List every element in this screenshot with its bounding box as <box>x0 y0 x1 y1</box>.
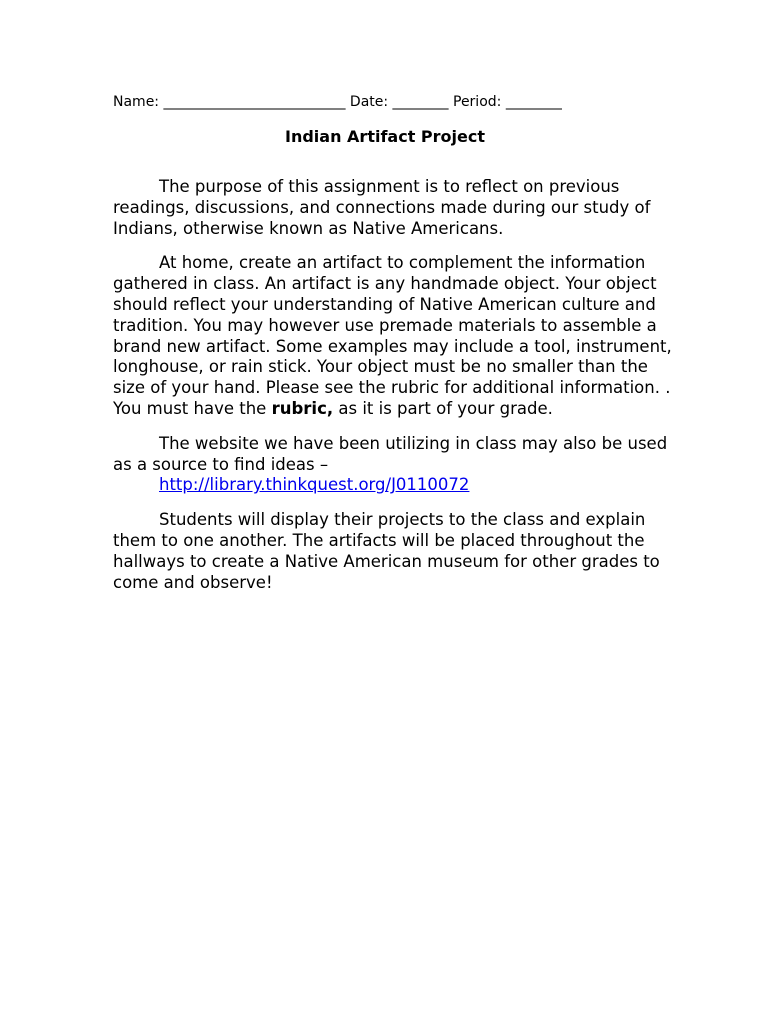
display-paragraph: Students will display their projects to the class and explain them to one another. The artifacts will be placed throughout the hallways to create a Native American museum for other grades to come and observe! <box>113 510 660 592</box>
website-paragraph <box>113 434 673 496</box>
instructions-paragraph <box>113 253 673 419</box>
purpose-paragraph: The purpose of this assignment is to reflect on previous readings, discussions, and connections made during our study of Indians, otherwise known as Native Americans. <box>113 177 651 238</box>
rubric-emphasis: rubric, <box>271 398 334 418</box>
instructions-text: At home, create an artifact to complement the information gathered in class. An artifact is any handmade object. Your object should reflect your understanding of Native American culture and tradition. You may however use premade materials to assemble a brand new artifact. Some examples may include a tool, instrument, longhouse, or rain stick. Your object must be no smaller than the size of your hand. Please see the rubric for additional information. . You must have the <box>113 253 672 418</box>
page-title: Indian Artifact Project <box>285 127 485 146</box>
assignment-body <box>113 177 673 607</box>
thinkquest-link[interactable]: http://library.thinkquest.org/J0110072 <box>159 475 470 495</box>
student-info-line: Name: __________________________ Date: ________ Period: ________ <box>113 94 562 110</box>
instructions-text-end: as it is part of your grade. <box>333 398 553 418</box>
website-text: The website we have been utilizing in class may also be used as a source to find ideas – <box>113 433 668 474</box>
